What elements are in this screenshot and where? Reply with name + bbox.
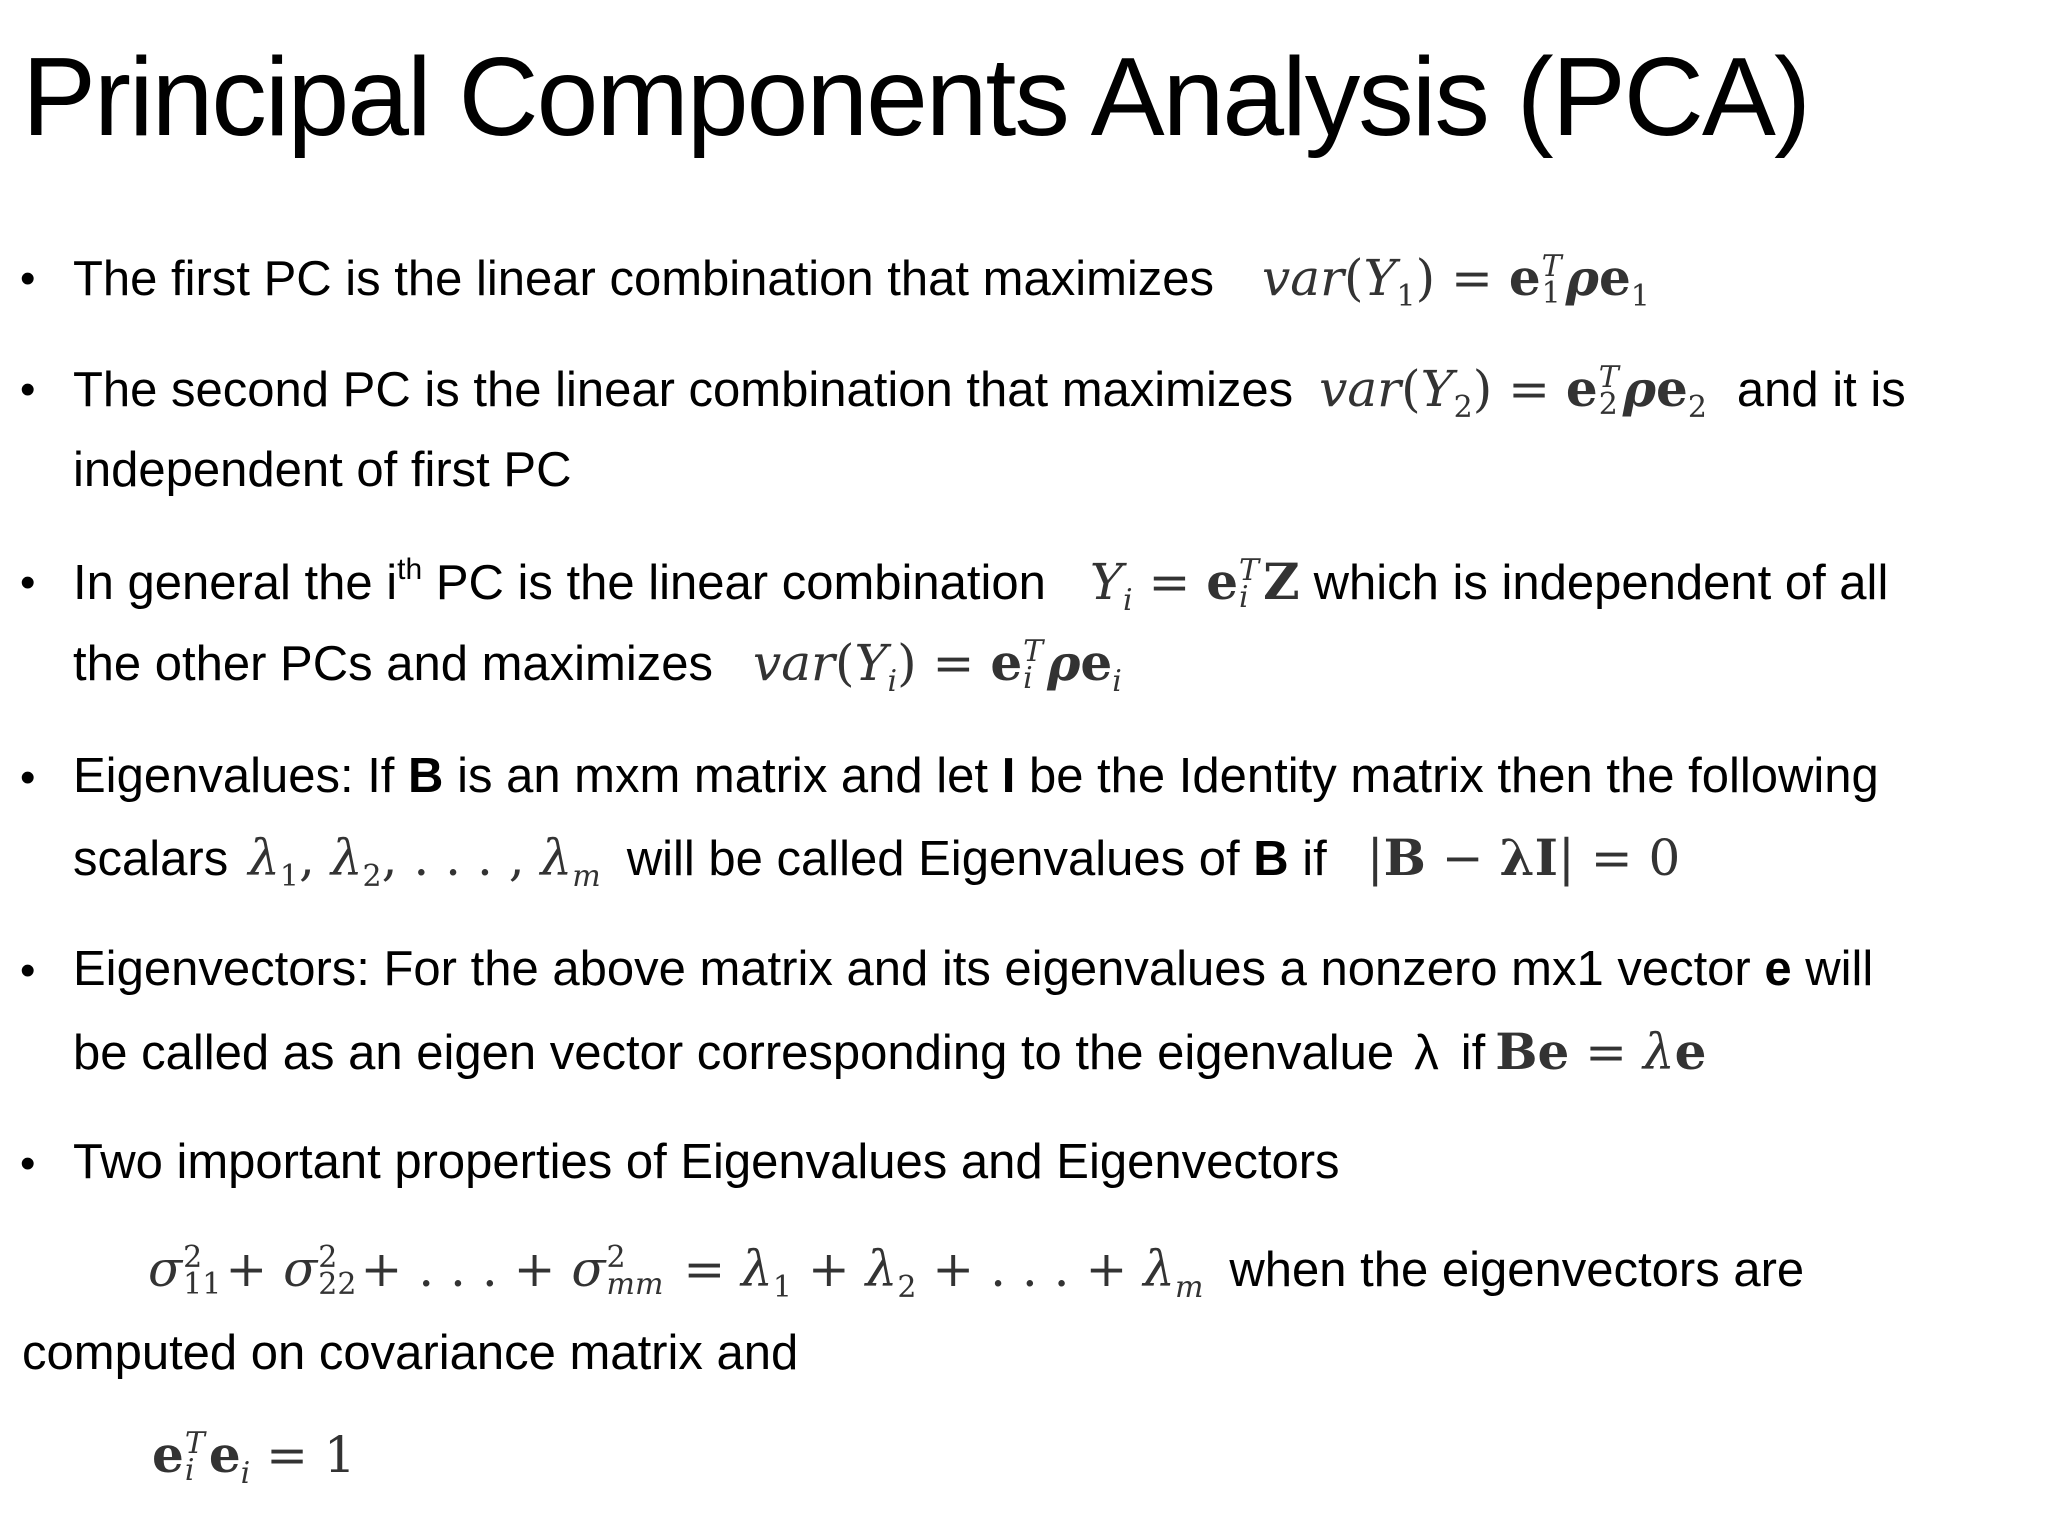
bullet-3-line-1 — [73, 552, 1889, 618]
formula-var-yi: $var(Y_i) = e$ T i $\rho e_i$ — [753, 633, 1122, 699]
bullet-1-line — [73, 248, 1650, 314]
formula-var-y1: $var(Y_1) = e$ T 1 $\rho e_1$ — [1262, 248, 1650, 314]
bullet-1-text: The first PC is the linear combination that maximizes — [73, 252, 1215, 306]
formula-sum-variances: σ 2 11 + σ 2 22 + . . . + σ 2 mm = $\lambda_1 + \lambda_2$ + . . . + $\lambda_m$ — [148, 1240, 1204, 1305]
bullet-marker-2: • — [20, 365, 36, 414]
property-1-line-1 — [148, 1240, 1805, 1305]
bullet-4-bold-b2: B — [1253, 832, 1289, 886]
formula-lambda-list: $\lambda_1$, $\lambda_2$, . . . , $\lambda_m$ — [248, 829, 601, 894]
formula-yi: $Y_i = e$ T i Z — [1089, 552, 1300, 618]
bullet-2-line-2 — [73, 443, 572, 497]
bullet-4-text-f: if — [1302, 832, 1327, 886]
bullet-2-line-1 — [73, 359, 1906, 425]
bullet-marker-5: • — [20, 946, 36, 995]
bullet-marker-3: • — [20, 558, 36, 607]
bullet-3-line-2 — [73, 633, 1122, 699]
bullet-3-text-b: PC is the linear combination — [435, 556, 1046, 610]
bullet-5-text-a: Eigenvectors: For the above matrix and its eigenvalues a nonzero mx1 vector — [73, 942, 1751, 996]
bullet-5-text-b: will — [1805, 942, 1874, 996]
bullet-4-line-1 — [73, 749, 1879, 803]
property-1-line-2 — [22, 1326, 799, 1380]
bullet-marker-6: • — [20, 1139, 36, 1188]
bullet-5-bold-e: e — [1764, 942, 1792, 996]
property-1-text-a: when the eigenvectors are — [1229, 1243, 1805, 1297]
bullet-3-text-c: which is independent of all — [1313, 556, 1889, 610]
property-1-text-b: computed on covariance matrix and — [22, 1326, 799, 1380]
bullet-3-text-d: the other PCs and maximizes — [73, 637, 713, 691]
bullet-2-text-a: The second PC is the linear combination that maximizes — [73, 363, 1294, 417]
bullet-marker-4: • — [20, 753, 36, 802]
bullet-4-bold-b: B — [408, 749, 444, 803]
bullet-3-superscript: th — [397, 553, 423, 586]
bullet-6-line — [73, 1135, 1340, 1189]
formula-unit-norm: e T i $e_i = 1$ — [152, 1425, 356, 1491]
bullet-4-text-b: is an mxm matrix and let — [457, 749, 989, 803]
property-2-line — [152, 1425, 356, 1491]
formula-characteristic-equation: |B − λI| = 0 — [1366, 828, 1681, 887]
bullet-marker-1: • — [20, 254, 36, 303]
bullet-2-text-b: and it is — [1736, 363, 1906, 417]
bullet-6-text: Two important properties of Eigenvalues and Eigenvectors — [73, 1135, 1340, 1189]
bullet-5-text-c: be called as an eigen vector corresponding to the eigenvalue — [73, 1026, 1395, 1080]
bullet-4-line-2 — [73, 828, 1681, 894]
formula-eigen-equation: Be = λe — [1495, 1022, 1707, 1081]
formula-var-y2: $var(Y_2) = e$ T 2 $\rho e_2$ — [1319, 359, 1707, 425]
bullet-5-lambda: λ — [1414, 1026, 1439, 1080]
bullet-4-bold-i: I — [1001, 749, 1016, 803]
bullet-5-line-2 — [73, 1022, 1707, 1081]
bullet-4-text-e: will be called Eigenvalues of — [626, 832, 1240, 886]
bullet-3-text-a: In general the i — [73, 556, 398, 610]
slide-title: Principal Components Analysis (PCA) — [22, 35, 1809, 159]
bullet-5-line-1 — [73, 942, 1874, 996]
bullet-2-text-c: independent of first PC — [73, 443, 572, 497]
bullet-4-text-a: Eigenvalues: If — [73, 749, 395, 803]
bullet-4-text-c: be the Identity matrix then the following — [1028, 749, 1879, 803]
bullet-5-text-d: if — [1460, 1026, 1486, 1080]
bullet-4-text-d: scalars — [73, 832, 229, 886]
